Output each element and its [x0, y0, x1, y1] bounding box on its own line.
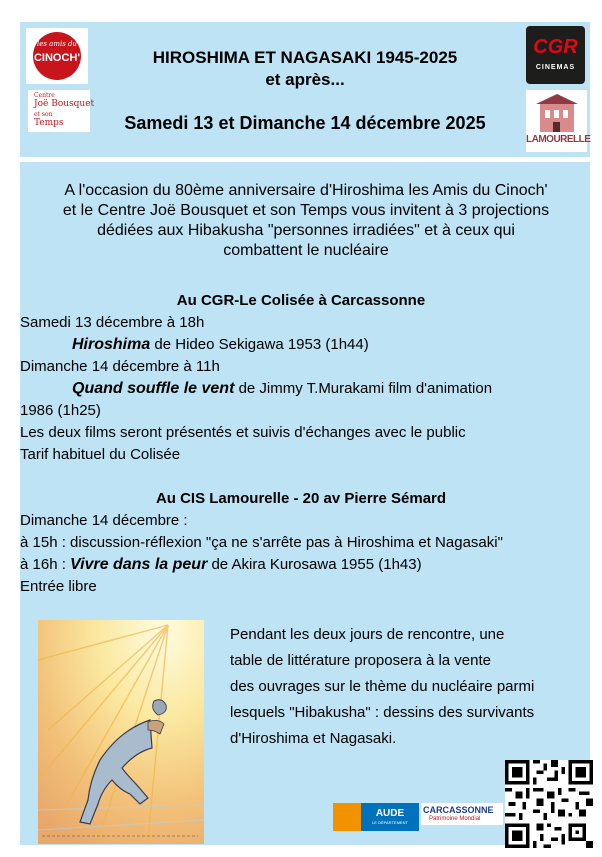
cgr-note-1: Les deux films seront présentés et suivis d'échanges avec le public [20, 424, 466, 441]
bousquet-temps: Temps [34, 118, 64, 128]
literature-line-2: table de littérature proposera à la vente [230, 652, 491, 669]
literature-line-4: lesquels "Hibakusha" : dessins des survivants [230, 704, 535, 721]
lamourelle-logo [526, 90, 591, 152]
literature-line-5: d'Hiroshima et Nagasaki. [230, 730, 397, 747]
bousquet-small: Centre [34, 92, 55, 99]
cis-entry: Entrée libre [20, 578, 97, 595]
lamourelle-building-icon [526, 90, 587, 134]
cgr-logo [526, 26, 585, 84]
cgr-note-2: Tarif habituel du Colisée [20, 446, 181, 463]
cis-date: Dimanche 14 décembre : [20, 512, 188, 529]
film-2 [72, 380, 492, 398]
bousquet-logo [28, 90, 95, 132]
cgr-logo-sub: CINEMAS [535, 64, 576, 71]
film-1-info: de Hideo Sekigawa 1953 (1h44) [150, 336, 369, 353]
event-dates: Samedi 13 et Dimanche 14 décembre 2025 [124, 113, 486, 133]
film-2-title: Quand souffle le vent [72, 380, 235, 397]
film-3-title: Vivre dans la peur [70, 556, 208, 573]
cinoch-logo-small: les amis du [36, 40, 78, 48]
bousquet-name: Joë Bousquet [34, 99, 95, 109]
film-1-title: Hiroshima [72, 336, 151, 353]
qr-code[interactable] [505, 760, 593, 848]
literature-line-1: Pendant les deux jours de rencontre, une [230, 626, 505, 643]
film-2-info: de Jimmy T.Murakami film d'animation [234, 380, 493, 397]
cinoch-logo [26, 28, 88, 84]
cgr-date-1: Samedi 13 décembre à 18h [20, 314, 205, 331]
literature-line-3: des ouvrages sur le thème du nucléaire parmi [230, 678, 535, 695]
cgr-heading: Au CGR-Le Colisée à Carcassonne [176, 292, 426, 309]
cis-line-1: à 15h : discussion-réflexion "ça ne s'arrête pas à Hiroshima et Nagasaki" [20, 534, 503, 551]
film-1 [72, 336, 369, 354]
page-subtitle: et après... [265, 70, 345, 89]
hibakusha-drawing [38, 620, 204, 844]
cgr-logo-text: CGR [533, 36, 578, 58]
film-3-prefix: à 16h : [20, 556, 71, 573]
aude-a-icon [333, 803, 361, 831]
cgr-date-2: Dimanche 14 décembre à 11h [20, 358, 220, 375]
film-2-info-cont: 1986 (1h25) [20, 402, 101, 419]
page-title: HIROSHIMA ET NAGASAKI 1945-2025 [152, 48, 458, 67]
carcassonne-sub: Patrimoine Mondial [429, 816, 481, 822]
aude-sub: LE DÉPARTEMENT [372, 820, 408, 825]
cis-heading: Au CIS Lamourelle - 20 av Pierre Sémard [155, 490, 447, 507]
drawing-illustration-graphic [38, 620, 204, 844]
aude-text: AUDE [375, 808, 405, 819]
cinoch-logo-text: CINOCH' [33, 52, 80, 64]
lamourelle-text: LAMOURELLE [526, 134, 591, 145]
carcassonne-text: CARCASSONNE [423, 805, 494, 815]
intro-paragraph: A l'occasion du 80ème anniversaire d'Hiroshima les Amis du Cinoch' et le Centre Joë Bousquet et son Temps vous invitent à 3 projections dédiées aux Hibakusha "personnes irradiées" et à ceux qui combattent le nucléaire [62, 182, 550, 259]
carcassonne-logo [421, 803, 503, 825]
aude-logo [333, 803, 419, 831]
film-3 [20, 556, 422, 574]
bousquet-small2: et son [34, 111, 53, 118]
film-3-info: de Akira Kurosawa 1955 (1h43) [207, 556, 422, 573]
qr-code-graphic [505, 760, 593, 848]
